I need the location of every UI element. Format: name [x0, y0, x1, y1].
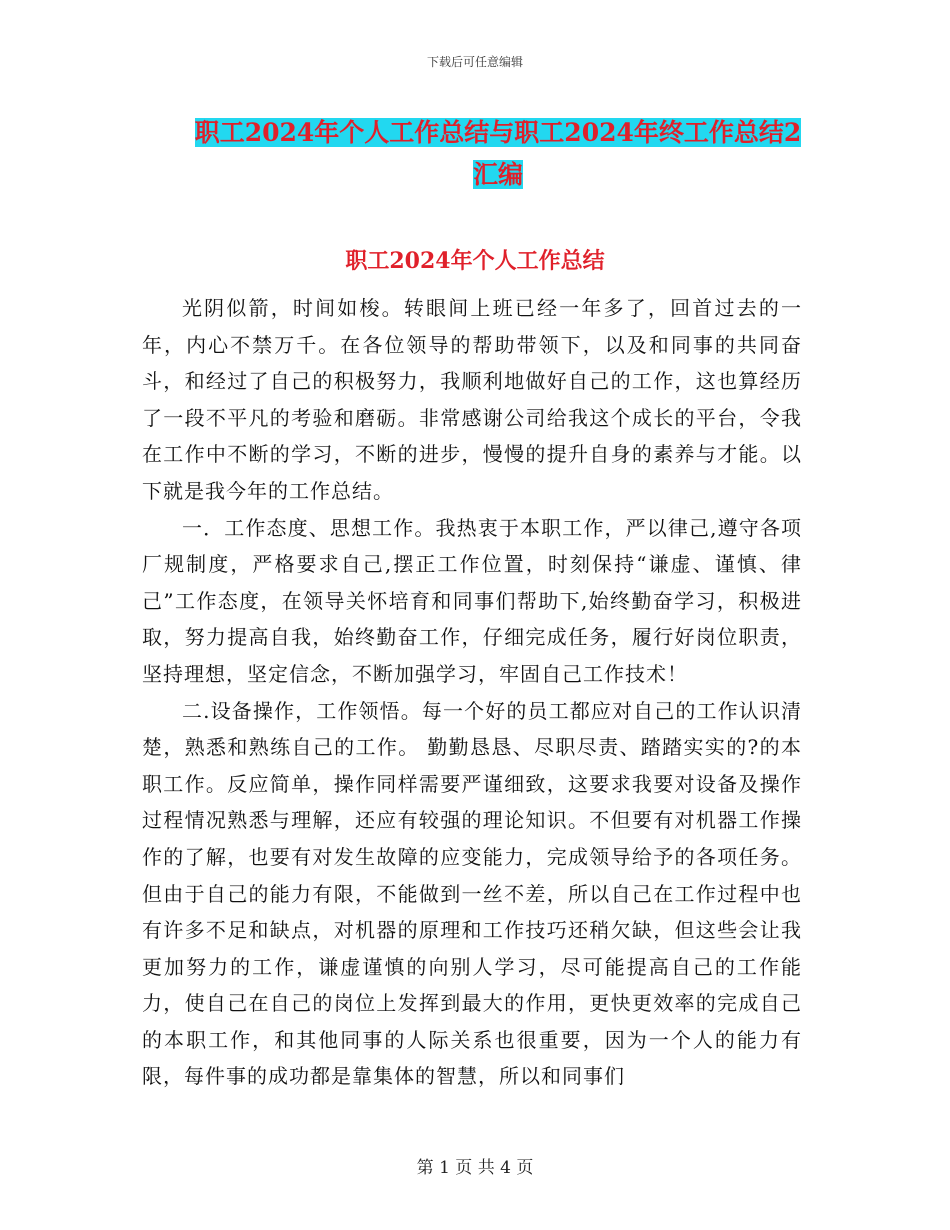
- paragraph-work-attitude: 一．工作态度、思想工作。我热衷于本职工作，严以律己,遵守各项厂规制度，严格要求自己,摆正工作位置，时刻保持“谦虚、谨慎、律己”工作态度，在领导关怀培育和同事们帮助下,始终勤奋学习，积极进取，努力提高自我，始终勤奋工作，仔细完成任务，履行好岗位职责，坚持理想，坚定信念，不断加强学习，牢固自己工作技术！: [142, 515, 802, 686]
- paragraph-equipment-operation: 二.设备操作，工作领悟。每一个好的员工都应对自己的工作认识清楚，熟悉和熟练自己的工作。 勤勤恳恳、尽职尽责、踏踏实实的?的本职工作。反应简单，操作同样需要严谨细致，这要求我要对设备及操作过程情况熟悉与理解，还应有较强的理论知识。不但要有对机器工作操作的了解，也要有对发生故障的应变能力，完成领导给予的各项任务。但由于自己的能力有限，不能做到一丝不差，所以自己在工作过程中也有许多不足和缺点，对机器的原理和工作技巧还稍欠缺，但这些会让我更加努力的工作，谦虚谨慎的向别人学习，尽可能提高自己的工作能力，使自己在自己的岗位上发挥到最大的作用，更快更效率的完成自己的本职工作，和其他同事的人际关系也很重要，因为一个人的能力有限，每件事的成功都是靠集体的智慧，所以和同事们: [142, 698, 802, 1089]
- page-footer: 第 1 页 共 4 页: [416, 1158, 534, 1178]
- header-note: 下载后可任意编辑: [426, 55, 523, 69]
- document-main-title: [183, 112, 813, 196]
- document-body: [142, 290, 802, 1095]
- paragraph-intro: 光阴似箭，时间如梭。转眼间上班已经一年多了，回首过去的一年，内心不禁万千。在各位领导的帮助带领下，以及和同事的共同奋斗，和经过了自己的积极努力，我顺利地做好自己的工作，这也算经历了一段不平凡的考验和磨砺。非常感谢公司给我这个成长的平台，令我在工作中不断的学习，不断的进步，慢慢的提升自身的素养与才能。以下就是我今年的工作总结。: [142, 296, 802, 503]
- section-title: 职工2024年个人工作总结: [345, 248, 605, 274]
- main-title-text: 职工2024年个人工作总结与职工2024年终工作总结2汇编: [194, 118, 802, 189]
